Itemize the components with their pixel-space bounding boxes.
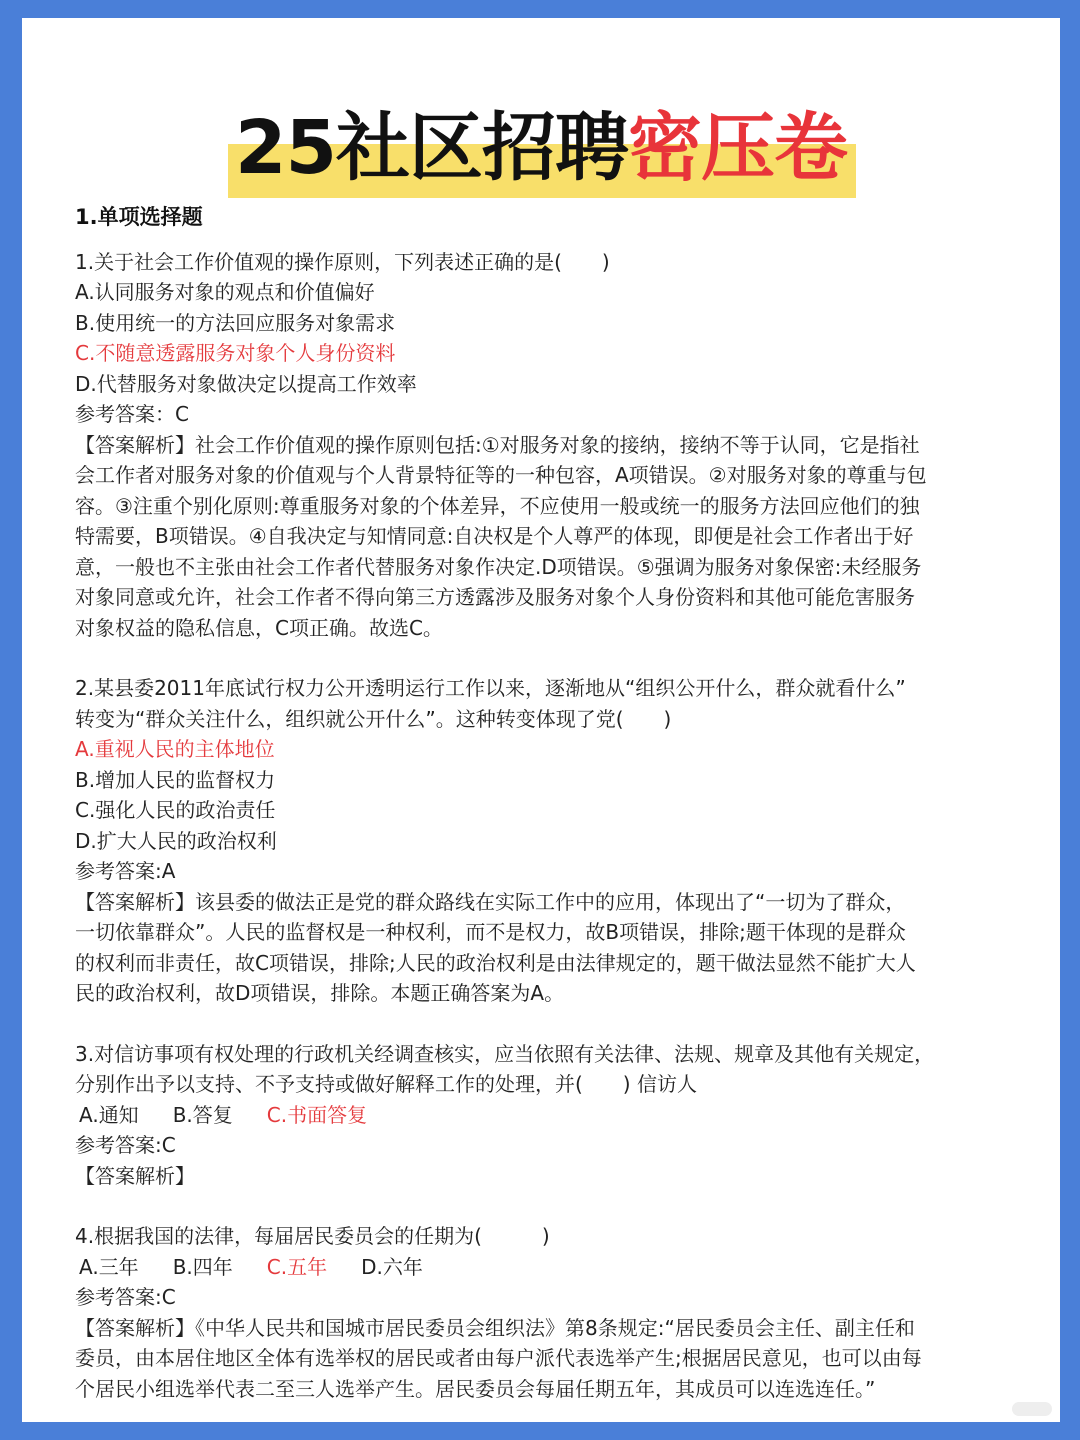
analysis-line: 对象同意或允许，社会工作者不得向第三方透露涉及服务对象个人身份资料和其他可能危害服务 [75, 585, 915, 609]
question-3 [75, 1039, 1015, 1192]
options-row [75, 1100, 1015, 1131]
option-d: D.六年 [361, 1254, 423, 1279]
question-stem: 转变为“群众关注什么，组织就公开什么”。这种转变体现了党( ) [75, 706, 672, 731]
option-d: D.代替服务对象做决定以提高工作效率 [75, 371, 417, 396]
document-card [22, 18, 1060, 1422]
option-b: B.使用统一的方法回应服务对象需求 [75, 310, 396, 335]
reference-answer: 参考答案:A [75, 859, 176, 883]
analysis-line: 个居民小组选举代表二至三人选举产生。居民委员会每届任期五年，其成员可以连选连任。” [75, 1376, 876, 1401]
analysis-line: 【答案解析】 [75, 1163, 195, 1188]
analysis-line: 对象权益的隐私信息，C项正确。故选C。 [75, 615, 443, 640]
analysis-line: 民的政治权利，故D项错误，排除。本题正确答案为A。 [75, 981, 565, 1005]
reference-answer: 参考答案:C [75, 1285, 176, 1309]
option-b: B.增加人民的监督权力 [75, 767, 276, 792]
title-banner [22, 98, 1060, 208]
question-stem: 3.对信访事项有权处理的行政机关经调查核实，应当依照有关法律、法规、规章及其他有关规定， [75, 1041, 935, 1066]
spacer [75, 1191, 1015, 1221]
analysis-line: 委员，由本居住地区全体有选举权的居民或者由每户派代表选举产生;根据居民意见，也可以由每 [75, 1346, 922, 1370]
analysis-line: 【答案解析】社会工作价值观的操作原则包括:①对服务对象的接纳，接纳不等于认同，它是指社 [75, 432, 920, 457]
analysis-line: 一切依靠群众”。人民的监督权是一种权利，而不是权力，故B项错误，排除;题干体现的是群众 [75, 920, 906, 944]
analysis-line: 的权利而非责任，故C项错误，排除;人民的政治权利是由法律规定的，题干做法显然不能扩大人 [75, 950, 916, 975]
option-b: B.答复 [172, 1102, 233, 1127]
option-a: A.三年 [79, 1254, 139, 1279]
question-stem: 分别作出予以支持、不予支持或做好解释工作的处理，并( ) 信访人 [75, 1072, 697, 1096]
analysis-line: 【答案解析】《中华人民共和国城市居民委员会组织法》第8条规定:“居民委员会主任、副主任和 [75, 1315, 915, 1340]
question-4 [75, 1221, 1015, 1404]
section-heading: 1.单项选择题 [75, 205, 203, 229]
question-stem: 4.根据我国的法律，每届居民委员会的任期为( ) [75, 1224, 550, 1248]
option-d: D.扩大人民的政治权利 [75, 828, 277, 853]
option-a: A.认同服务对象的观点和价值偏好 [75, 280, 375, 304]
analysis-line: 【答案解析】该县委的做法正是党的群众路线在实际工作中的应用，体现出了“一切为了群众， [75, 889, 906, 914]
reference-answer: 参考答案:C [75, 1133, 176, 1157]
reference-answer: 参考答案：C [75, 402, 189, 426]
options-row [75, 1252, 1015, 1283]
option-c-correct: C.不随意透露服务对象个人身份资料 [75, 341, 396, 365]
question-stem: 2.某县委2011年底试行权力公开透明运行工作以来，逐渐地从“组织公开什么，群众就看什么” [75, 676, 906, 700]
option-b: B.四年 [172, 1254, 233, 1279]
title-part-red: 密压卷 [627, 105, 847, 191]
analysis-line: 特需要，B项错误。④自我决定与知情同意:自决权是个人尊严的体现，即便是社会工作者出于好 [75, 524, 914, 548]
question-2 [75, 673, 1015, 1009]
option-a-correct: A.重视人民的主体地位 [75, 737, 275, 761]
question-stem: 1.关于社会工作价值观的操作原则，下列表述正确的是( ) [75, 249, 610, 274]
page-title [22, 98, 1060, 198]
analysis-line: 容。③注重个别化原则:尊重服务对象的个体差异，不应使用一般或统一的服务方法回应他们的独 [75, 493, 920, 518]
option-a: A.通知 [79, 1102, 139, 1127]
analysis-line: 意，一般也不主张由社会工作者代替服务对象作决定.D项错误。⑤强调为服务对象保密:未经服务 [75, 554, 922, 579]
spacer [75, 643, 1015, 673]
question-content [75, 202, 1015, 1404]
option-c-correct: C.五年 [266, 1254, 328, 1279]
scroll-handle[interactable] [1012, 1402, 1052, 1416]
analysis-line: 会工作者对服务对象的价值观与个人背景特征等的一种包容，A项错误。②对服务对象的尊重与包 [75, 463, 927, 487]
question-1 [75, 247, 1015, 644]
option-c-correct: C.书面答复 [266, 1102, 368, 1127]
option-c: C.强化人民的政治责任 [75, 798, 276, 822]
spacer [75, 1009, 1015, 1039]
title-part-black: 25社区招聘 [235, 105, 628, 191]
